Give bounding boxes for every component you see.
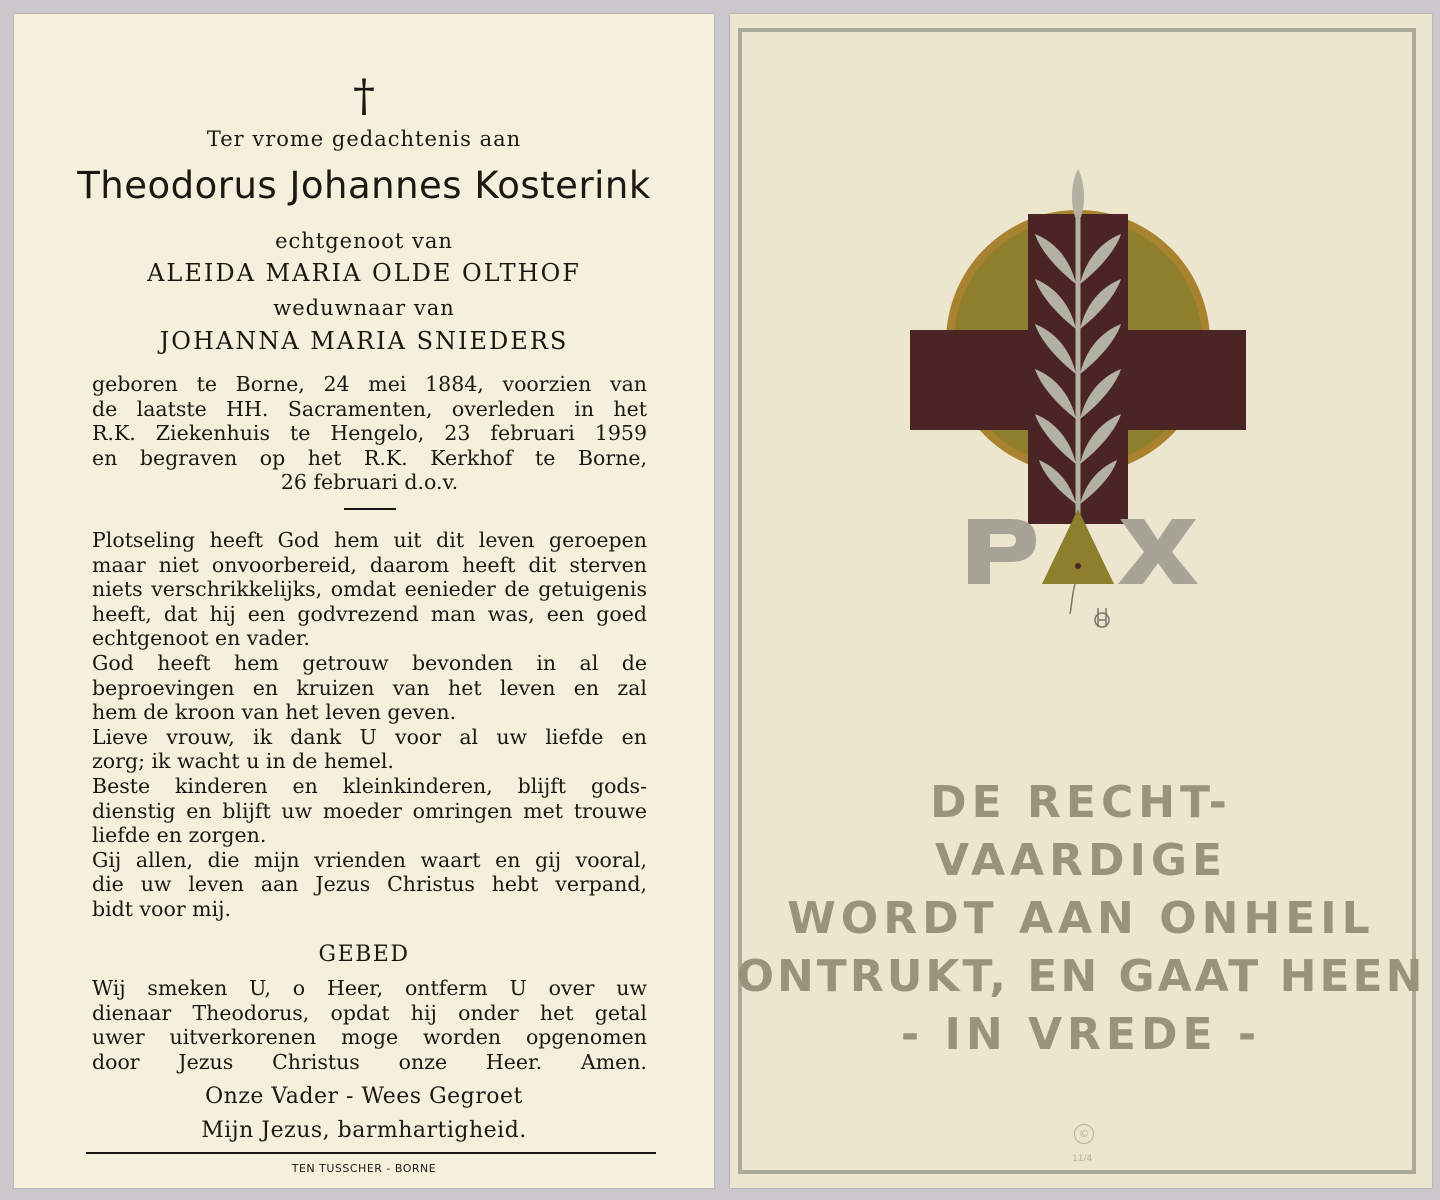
body-line: God heeft hem getrouw bevonden in al de [92, 650, 647, 675]
motto-line: - IN VREDE - [900, 1009, 1262, 1060]
closing-prayers: Onze Vader - Wees Gegroet [205, 1084, 523, 1109]
birth-line: R.K. Ziekenhuis te Hengelo, 23 februari 1959 [92, 421, 647, 446]
print-code: 11/4 [1072, 1154, 1093, 1164]
memorial-card-image-side [730, 14, 1432, 1188]
body-line: hem de kroon van het leven geven. [92, 700, 457, 725]
body-line: echtgenoot en vader. [92, 626, 310, 651]
spouse-label: echtgenoot van [275, 229, 453, 253]
body-line: Plotseling heeft God hem uit dit leven geroepen [92, 528, 647, 552]
artist-monogram-icon [1070, 584, 1109, 627]
printer-credit: TEN TUSSCHER - BORNE [291, 1162, 437, 1175]
birth-line: en begraven op het R.K. Kerkhof te Borne, [92, 445, 647, 470]
body-line: Lieve vrouw, ik dank U voor al uw liefde en [92, 724, 647, 749]
motto-line: VAARDIGE [934, 835, 1228, 886]
body-line: die uw leven aan Jezus Christus hebt verpand, [92, 872, 647, 897]
body-line: Gij allen, die mijn vrienden waart en gij vooral, [92, 847, 647, 872]
copyright-icon: © [1074, 1124, 1094, 1144]
body-line: maar niet onvoorbereid, daarom heeft dit sterven [92, 552, 647, 577]
body-line: niets verschrikkelijks, omdat eenieder de getuigenis [92, 577, 647, 602]
birth-line: geboren te Borne, 24 mei 1884, voorzien van [92, 372, 647, 396]
body-line: Beste kinderen en kleinkinderen, blijft gods- [92, 773, 647, 798]
motto-line: DE RECHT- [930, 777, 1232, 828]
spouse-name: ALEIDA MARIA OLDE OLTHOF [147, 259, 581, 287]
cross-icon: † [353, 71, 375, 122]
birth-line: 26 februari d.o.v. [280, 470, 459, 495]
memorial-card-text-side [14, 14, 714, 1188]
prayer-line: door Jezus Christus onze Heer. Amen. [92, 1049, 647, 1074]
motto-text [730, 774, 1432, 1064]
body-line: heeft, dat hij een godvrezend man was, een goed [92, 601, 647, 626]
motto-line: WORDT AAN ONHEIL [787, 893, 1375, 944]
farewell-text [92, 528, 647, 922]
closing-invocation: Mijn Jezus, barmhartigheid. [201, 1118, 527, 1143]
birth-line: de laatste HH. Sacramenten, overleden in het [92, 396, 647, 421]
former-spouse-name: JOHANNA MARIA SNIEDERS [159, 327, 569, 355]
prayer-heading: GEBED [318, 942, 410, 967]
bottom-rule [86, 1152, 656, 1154]
pax-cross-emblem [900, 164, 1260, 644]
pax-word [968, 509, 1198, 584]
birth-death-paragraph [92, 372, 647, 495]
prayer-line: Wij smeken U, o Heer, ontferm U over uw [92, 976, 647, 1000]
deceased-name: Theodorus Johannes Kosterink [77, 164, 651, 207]
body-line: bidt voor mij. [92, 896, 232, 921]
motto-line: ONTRUKT, EN GAAT HEEN [736, 951, 1426, 1002]
body-line: liefde en zorgen. [92, 823, 267, 848]
intro-line: Ter vrome gedachtenis aan [206, 127, 522, 151]
prayer-line: uwer uitverkorenen moge worden opgenomen [92, 1025, 647, 1050]
prayer-text [92, 976, 647, 1074]
divider [344, 508, 396, 510]
body-line: dienstig en blijft uw moeder omringen met trouwe [92, 798, 647, 823]
prayer-line: dienaar Theodorus, opdat hij onder het getal [92, 1000, 647, 1025]
widower-label: weduwnaar van [273, 296, 455, 320]
body-line: beproevingen en kruizen van het leven en zal [92, 675, 647, 700]
body-line: zorg; ik wacht u in de hemel. [92, 749, 394, 774]
